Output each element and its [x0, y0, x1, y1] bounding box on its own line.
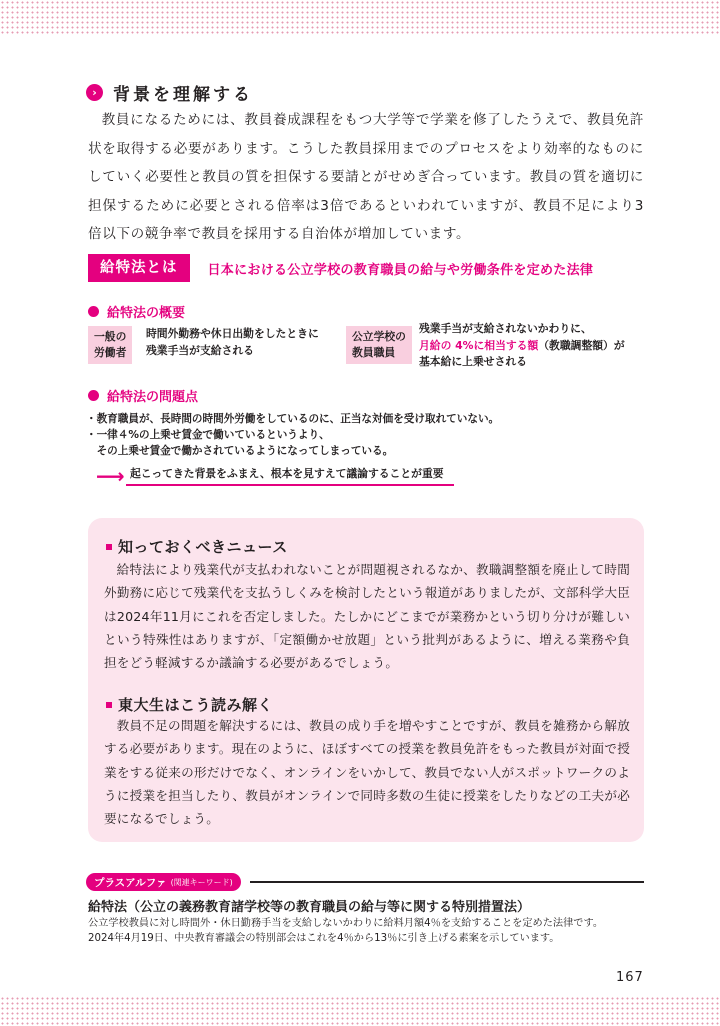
plus-alpha-label: プラスアルファ [94, 876, 167, 889]
news-title: 知っておくべきニュース [118, 538, 288, 556]
issue-item: ・教育職員が、長時間の時間外労働をしているのに、正当な対価を受け取れていない。 [86, 413, 500, 425]
news-text: 給特法により残業代が支払われないことが問題視されるなか、教職調整額を廃止して時間外勤務に応じて残業代を支払うしくみを検討したという報道がありましたが、文部科学大臣は2024年11月にこれを否定しました。たしかにどこまでが業務かという切り分けが難しいという特殊性はありますが、「定額働かせ放題」という批判があるように、増える業務や負担をどう軽減するか議論する必要があるでしょう。 [104, 562, 630, 671]
general-worker-description [146, 326, 319, 359]
issue-item: その上乗せ賃金で働かされているようになってしまっている。 [86, 445, 394, 457]
public-teacher-description [419, 321, 625, 371]
general-label-line1: 一般の [94, 330, 127, 343]
square-bullet-icon [106, 544, 112, 550]
conclusion-line [96, 466, 454, 486]
plus-alpha-sublabel: (関連キーワード) [170, 877, 233, 887]
overview-title: 給特法の概要 [107, 306, 186, 321]
general-worker-label [88, 326, 132, 364]
decorative-dot-pattern-bottom [0, 996, 720, 1026]
general-desc-line1: 時間外勤務や休日出勤をしたときに [146, 327, 319, 340]
kyutoku-label: 給特法とは [88, 254, 190, 282]
todai-text: 教員不足の問題を解決するには、教員の成り手を増やすことですが、教員を雑務から解放する必要があります。現在のように、ほぼすべての授業を教員免許をもった教員が対面で授業をする従来の形だけでなく、オンラインをいかして、教員でない人がスポットワークのように授業を担当したり、教員がオンラインで同時多数の生徒に授業をしたりなどの工夫が必要になるでしょう。 [104, 718, 630, 827]
conclusion-text: 起こってきた背景をふまえ、根本を見すえて議論することが重要 [126, 466, 454, 486]
decorative-dot-pattern-top [0, 0, 720, 34]
general-label-line2: 労働者 [94, 346, 127, 359]
section-title: 背景を理解する [113, 85, 253, 105]
teacher-label-line2: 教員職員 [352, 346, 396, 359]
teacher-desc-line1: 残業手当が支給されないかわりに、 [419, 322, 592, 335]
bullet-dot-icon [88, 390, 99, 401]
issues-heading [88, 386, 198, 405]
teacher-desc-line3: 基本給に上乗せされる [419, 355, 527, 368]
square-bullet-icon [106, 702, 112, 708]
news-box [88, 518, 644, 842]
plus-alpha-divider [250, 881, 644, 883]
keyword-description [88, 916, 648, 946]
plus-alpha-tag [86, 873, 241, 891]
teacher-desc-line2-rest: （教職調整額）が [538, 338, 625, 352]
teacher-desc-line2 [419, 338, 625, 355]
overview-heading [88, 302, 185, 321]
page-number: 167 [616, 970, 644, 985]
kyutoku-definition: 日本における公立学校の教育職員の給与や労働条件を定めた法律 [207, 262, 594, 278]
bullet-dot-icon [88, 306, 99, 317]
issue-item: ・一律４%の上乗せ賃金で働いているというより、 [86, 429, 330, 441]
teacher-desc-highlight: 月給の 4%に相当する額 [419, 338, 539, 352]
kyutoku-definition-band [88, 254, 646, 282]
chevron-right-icon: › [86, 84, 103, 101]
todai-title: 東大生はこう読み解く [118, 696, 274, 714]
keyword-title: 給特法（公立の義務教育諸学校等の教育職員の給与等に関する特別措置法） [88, 900, 531, 915]
public-teacher-label [346, 326, 412, 364]
todai-heading [106, 694, 273, 715]
background-paragraph [88, 106, 644, 249]
general-desc-line2: 残業手当が支給される [146, 343, 254, 357]
arrow-right-icon: ⟶ [96, 464, 125, 488]
background-text: 教員になるためには、教員養成課程をもつ大学等で学業を修了したうえで、教員免許状を取得する必要があります。こうした教員採用までのプロセスをより効率的なものにしていく必要性と教員の質を担保する要請とがせめぎ合っています。教員の質を適切に担保するために必要とされる倍率は3倍であるといわれていますが、教員不足により3倍以下の競争率で教員を採用する自治体が増加しています。 [88, 112, 644, 242]
section-heading [86, 80, 253, 105]
news-heading [106, 536, 288, 557]
issues-title: 給特法の問題点 [107, 390, 199, 405]
teacher-label-line1: 公立学校の [352, 330, 406, 343]
news-paragraph [104, 558, 630, 674]
todai-paragraph [104, 714, 630, 830]
keyword-line: 公立学校教員に対し時間外・休日勤務手当を支給しないかわりに給料月額4％を支給することを定めた法律です。 [88, 918, 604, 929]
keyword-line: 2024年4月19日、中央教育審議会の特別部会はこれを4％から13％に引き上げる素案を示しています。 [88, 933, 560, 944]
